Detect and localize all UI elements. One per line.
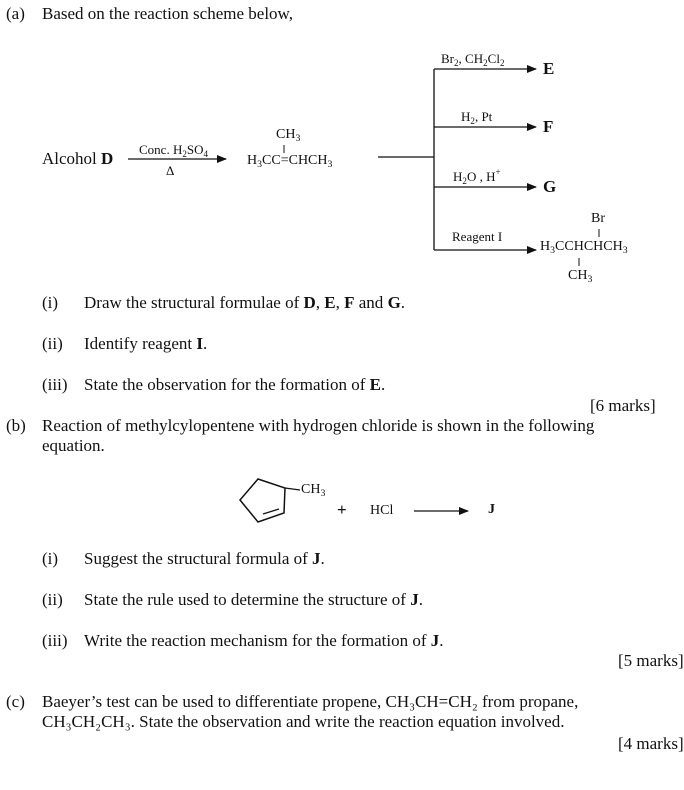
part-a-label: (a) — [6, 4, 25, 23]
part-a-q1-num: (i) — [42, 293, 59, 312]
reagent-bromine: $Br_2$, $CH_2Cl_2$ — [441, 51, 505, 68]
part-b-intro-line1: Reaction of methylcylopentene with hydrogen chloride is shown in the following — [42, 416, 595, 435]
product-g: G — [543, 177, 557, 196]
condition-heat: Δ — [166, 163, 175, 178]
part-a-intro: Based on the reaction scheme below, — [42, 4, 293, 23]
product-f: F — [543, 117, 554, 136]
part-b-label: (b) — [6, 416, 26, 435]
methyl-label: $CH_3$ — [301, 482, 326, 499]
product-bromoalkane: $H_3CCHCHCH_3$ — [540, 239, 628, 256]
part-c-marks: [4 marks] — [618, 734, 684, 753]
part-a-marks: [6 marks] — [590, 396, 656, 415]
product-j: J — [488, 502, 495, 517]
part-b-marks: [5 marks] — [618, 651, 684, 670]
hcl-reagent: HCl — [370, 503, 394, 518]
plus-sign: + — [337, 500, 347, 519]
part-a-q3-text: State the observation for the formation of E. — [84, 375, 386, 394]
part-a-q2-text: Identify reagent I. — [84, 334, 208, 353]
part-b-q2-num: (ii) — [42, 590, 63, 609]
part-a-q3-num: (iii) — [42, 375, 68, 394]
part-c-line1: Baeyer’s test can be used to differentiate propene, CH₃CH=CH₂ from propane, — [42, 692, 579, 711]
alkene-formula: $H_3CC=CHCH_3$ — [247, 153, 333, 170]
condition-acid: Conc. $H_2SO_4$ — [139, 142, 209, 159]
alkene-ch3-group: $CH_3$ — [276, 127, 301, 144]
part-c-label: (c) — [6, 692, 25, 711]
cyclopentene-ring — [240, 479, 285, 522]
product-ch3-branch: $CH_3$ — [568, 268, 593, 285]
part-b-intro-line2: equation. — [42, 436, 105, 455]
reagent-water: $H_2O$ , H+ — [453, 167, 501, 186]
part-c-line2: CH₃CH₂CH₃. State the observation and write the reaction equation involved. — [42, 712, 565, 731]
part-b-q1-num: (i) — [42, 549, 59, 568]
part-a-q1-text: Draw the structural formulae of D, E, F and G. — [84, 293, 406, 312]
product-br: Br — [591, 211, 605, 226]
reagent-hydrogen: $H_2$, Pt — [461, 109, 493, 126]
part-b-q3-text: Write the reaction mechanism for the formation of J. — [84, 631, 444, 650]
part-b-q3-num: (iii) — [42, 631, 68, 650]
ring-double-bond — [263, 509, 279, 514]
part-b-q1-text: Suggest the structural formula of J. — [84, 549, 325, 568]
part-a-q2-num: (ii) — [42, 334, 63, 353]
product-e: E — [543, 59, 555, 78]
methyl-bond — [285, 488, 300, 490]
reagent-i: Reagent I — [452, 229, 503, 244]
part-b-q2-text: State the rule used to determine the structure of J. — [84, 590, 423, 609]
alcohol-d-label: Alcohol D — [42, 149, 114, 168]
